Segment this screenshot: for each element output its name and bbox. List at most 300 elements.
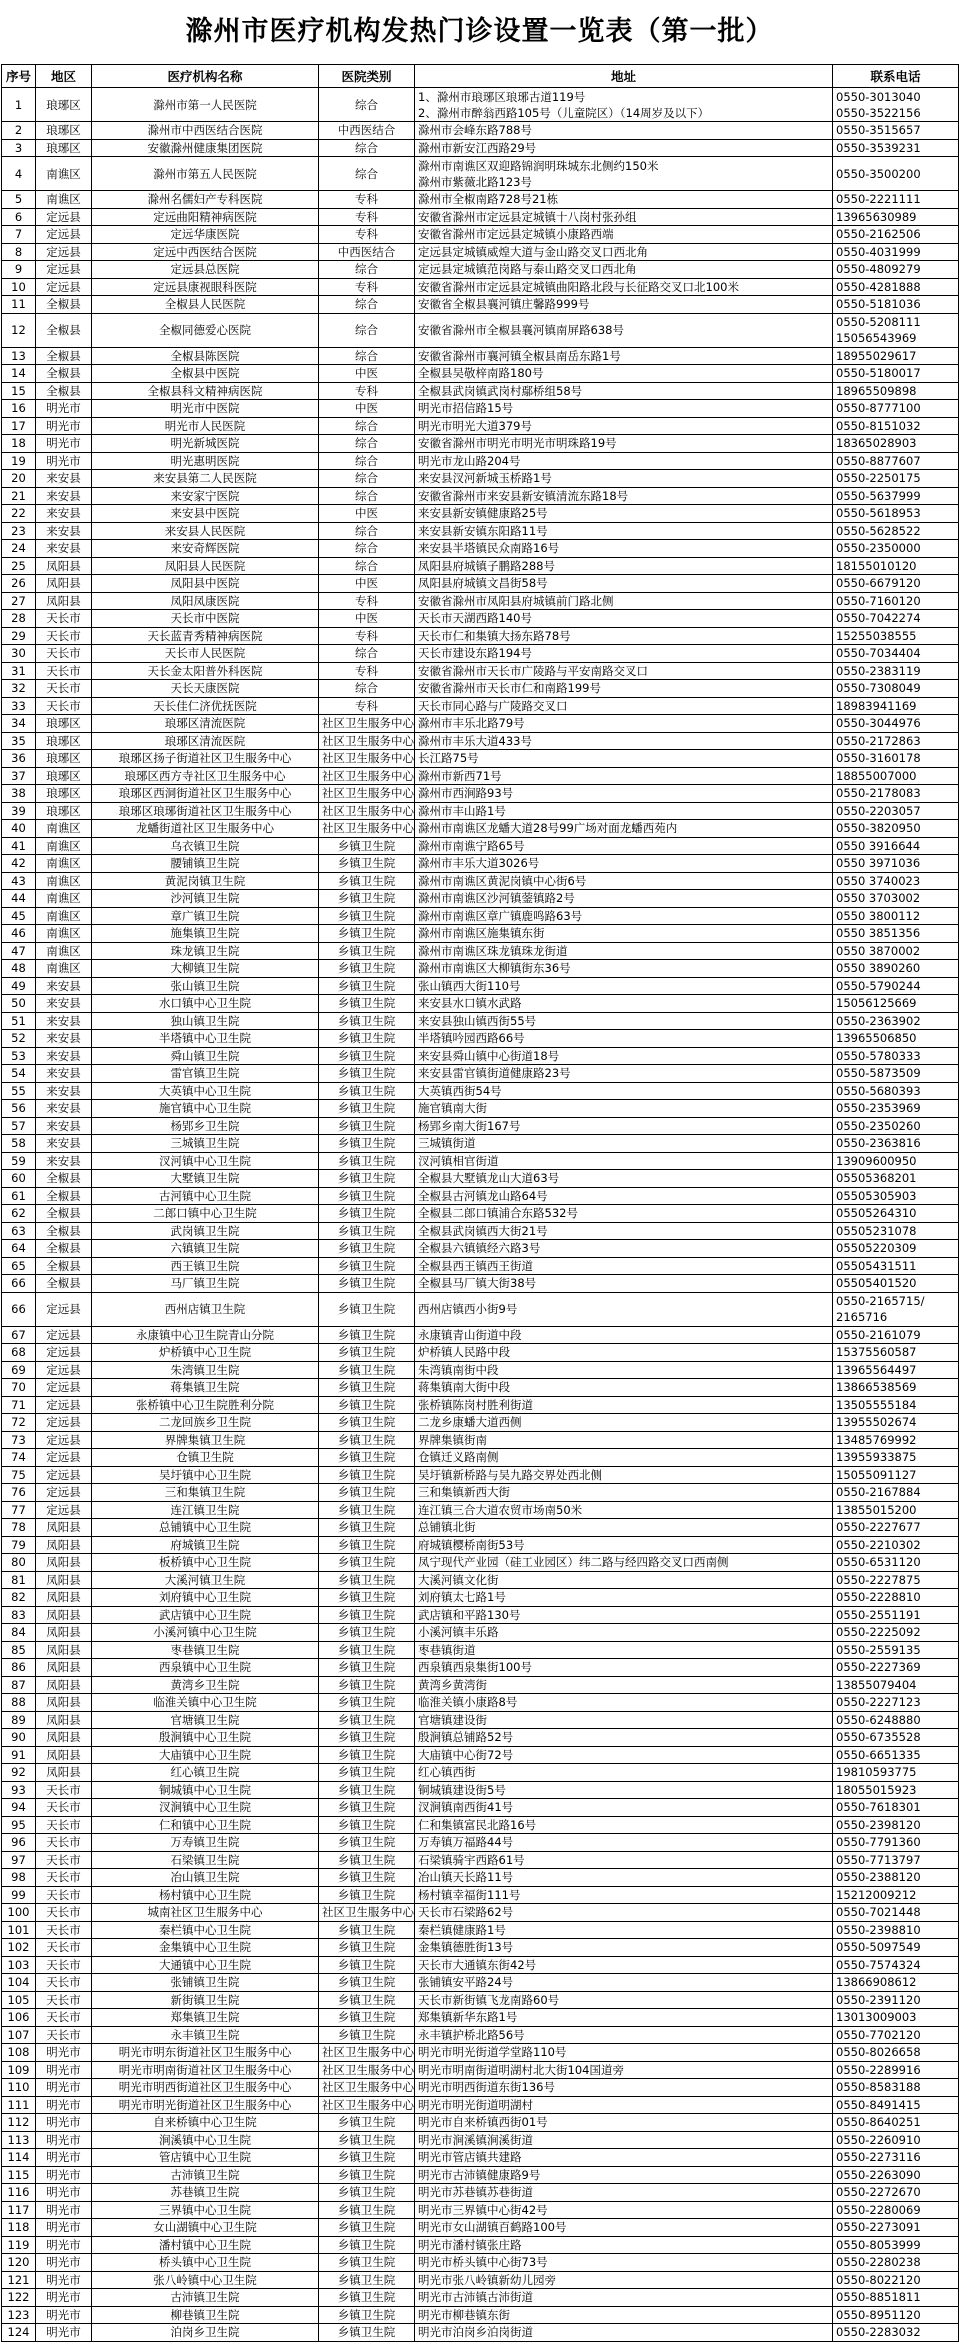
address-cell: 小溪河镇丰乐路 <box>415 1624 833 1642</box>
address-cell: 二龙乡康蟠大道西侧 <box>415 1414 833 1432</box>
table-row <box>2 1799 959 1817</box>
phone-cell: 0550-2203057 <box>833 802 959 820</box>
district-cell: 全椒县 <box>36 1205 92 1223</box>
address-cell: 万寿镇万福路44号 <box>415 1834 833 1852</box>
table-row <box>2 1554 959 1572</box>
phone-cell: 0550-7702120 <box>833 2026 959 2044</box>
institution-name-cell: 凤阳县中医院 <box>92 575 319 593</box>
district-cell: 全椒县 <box>36 296 92 314</box>
institution-name-cell: 大溪河镇卫生院 <box>92 1571 319 1589</box>
phone-cell: 0550-2289916 <box>833 2061 959 2079</box>
district-cell: 琅琊区 <box>36 767 92 785</box>
institution-name-cell: 天长蓝青秀精神病医院 <box>92 627 319 645</box>
row-number-cell: 40 <box>2 820 36 838</box>
address-cell: 来安县汊河新城玉桥路1号 <box>415 470 833 488</box>
district-cell: 凤阳县 <box>36 1729 92 1747</box>
hospital-category-cell: 乡镇卫生院 <box>319 1939 415 1957</box>
phone-cell: 0550-5790244 <box>833 977 959 995</box>
phone-cell: 0550-2353969 <box>833 1100 959 1118</box>
table-row <box>2 1606 959 1624</box>
table-row <box>2 2254 959 2272</box>
hospital-category-cell: 乡镇卫生院 <box>319 2271 415 2289</box>
hospital-category-cell: 乡镇卫生院 <box>319 1187 415 1205</box>
phone-cell: 18983941169 <box>833 697 959 715</box>
phone-cell: 0550-6248880 <box>833 1711 959 1729</box>
table-row <box>2 313 959 347</box>
hospital-category-cell: 乡镇卫生院 <box>319 1396 415 1414</box>
phone-cell: 0550-4031999 <box>833 243 959 261</box>
row-number-cell: 11 <box>2 296 36 314</box>
table-row <box>2 960 959 978</box>
row-number-cell: 8 <box>2 243 36 261</box>
address-cell: 天长市天湖西路140号 <box>415 610 833 628</box>
district-cell: 明光市 <box>36 2289 92 2307</box>
address-cell: 天长市石梁路62号 <box>415 1904 833 1922</box>
address-cell: 滁州市南谯区龙蟠大道28号99广场对面龙蟠西苑内 <box>415 820 833 838</box>
table-row <box>2 890 959 908</box>
hospital-category-cell: 乡镇卫生院 <box>319 1676 415 1694</box>
table-row <box>2 942 959 960</box>
address-cell: 永康镇青山街道中段 <box>415 1326 833 1344</box>
table-row <box>2 452 959 470</box>
institution-name-cell: 腰铺镇卫生院 <box>92 855 319 873</box>
row-number-cell: 33 <box>2 697 36 715</box>
header-cell: 地址 <box>415 65 833 88</box>
district-cell: 明光市 <box>36 2271 92 2289</box>
row-number-cell: 103 <box>2 1956 36 1974</box>
address-cell: 西州店镇西小街9号 <box>415 1292 833 1326</box>
hospital-category-cell: 乡镇卫生院 <box>319 907 415 925</box>
phone-cell: 0550 3870002 <box>833 942 959 960</box>
row-number-cell: 97 <box>2 1851 36 1869</box>
hospital-category-cell: 乡镇卫生院 <box>319 1100 415 1118</box>
hospital-category-cell: 乡镇卫生院 <box>319 1851 415 1869</box>
hospital-category-cell: 乡镇卫生院 <box>319 1694 415 1712</box>
row-number-cell: 10 <box>2 278 36 296</box>
table-row <box>2 907 959 925</box>
row-number-cell: 102 <box>2 1939 36 1957</box>
district-cell: 定远县 <box>36 1466 92 1484</box>
phone-cell: 0550 3916644 <box>833 837 959 855</box>
row-number-cell: 90 <box>2 1729 36 1747</box>
address-cell: 全椒县古河镇龙山路64号 <box>415 1187 833 1205</box>
header-cell: 医疗机构名称 <box>92 65 319 88</box>
hospital-category-cell: 乡镇卫生院 <box>319 2166 415 2184</box>
table-row <box>2 2271 959 2289</box>
row-number-cell: 73 <box>2 1431 36 1449</box>
district-cell: 南谯区 <box>36 960 92 978</box>
institution-name-cell: 马厂镇卫生院 <box>92 1275 319 1293</box>
address-cell: 明光市明光大道379号 <box>415 417 833 435</box>
header-cell: 地区 <box>36 65 92 88</box>
address-cell: 来安县独山镇西街55号 <box>415 1012 833 1030</box>
row-number-cell: 100 <box>2 1904 36 1922</box>
table-row <box>2 592 959 610</box>
phone-cell: 0550 3971036 <box>833 855 959 873</box>
hospital-category-cell: 综合 <box>319 452 415 470</box>
address-cell: 全椒县二郎口镇浦合东路532号 <box>415 1205 833 1223</box>
phone-cell: 18055015923 <box>833 1781 959 1799</box>
hospital-category-cell: 乡镇卫生院 <box>319 1921 415 1939</box>
institution-name-cell: 管店镇中心卫生院 <box>92 2149 319 2167</box>
institution-name-cell: 万寿镇卫生院 <box>92 1834 319 1852</box>
row-number-cell: 50 <box>2 995 36 1013</box>
institution-name-cell: 冶山镇卫生院 <box>92 1869 319 1887</box>
phone-cell: 0550-2165715/ 2165716 <box>833 1292 959 1326</box>
institution-name-cell: 苏巷镇卫生院 <box>92 2184 319 2202</box>
institution-name-cell: 琅琊区清流医院 <box>92 715 319 733</box>
address-cell: 滁州市西涧路93号 <box>415 785 833 803</box>
phone-cell: 0550-5680393 <box>833 1082 959 1100</box>
district-cell: 天长市 <box>36 1939 92 1957</box>
phone-cell: 0550-2273116 <box>833 2149 959 2167</box>
address-cell: 明光市明西街道东街136号 <box>415 2079 833 2097</box>
address-cell: 全椒县六镇镇经六路3号 <box>415 1240 833 1258</box>
row-number-cell: 17 <box>2 417 36 435</box>
table-row <box>2 1030 959 1048</box>
table-row <box>2 1501 959 1519</box>
district-cell: 琅琊区 <box>36 139 92 157</box>
table-row <box>2 1292 959 1326</box>
table-row <box>2 732 959 750</box>
row-number-cell: 87 <box>2 1676 36 1694</box>
district-cell: 南谯区 <box>36 837 92 855</box>
phone-cell: 0550-2162506 <box>833 226 959 244</box>
table-row <box>2 1152 959 1170</box>
district-cell: 天长市 <box>36 1799 92 1817</box>
hospital-category-cell: 乡镇卫生院 <box>319 960 415 978</box>
hospital-category-cell: 乡镇卫生院 <box>319 855 415 873</box>
address-cell: 安徽省滁州市天长市仁和南路199号 <box>415 680 833 698</box>
address-cell: 仓镇迁义路南侧 <box>415 1449 833 1467</box>
row-number-cell: 22 <box>2 505 36 523</box>
phone-cell: 15055091127 <box>833 1466 959 1484</box>
table-row <box>2 697 959 715</box>
institution-name-cell: 定远县总医院 <box>92 261 319 279</box>
phone-cell: 0550-8491415 <box>833 2096 959 2114</box>
table-row <box>2 995 959 1013</box>
institution-name-cell: 定远中西医结合医院 <box>92 243 319 261</box>
institution-name-cell: 来安县中医院 <box>92 505 319 523</box>
row-number-cell: 15 <box>2 382 36 400</box>
institution-name-cell: 杨村镇中心卫生院 <box>92 1886 319 1904</box>
table-row <box>2 88 959 122</box>
hospital-category-cell: 乡镇卫生院 <box>319 1974 415 1992</box>
phone-cell: 0550-2272670 <box>833 2184 959 2202</box>
table-row <box>2 1536 959 1554</box>
table-row <box>2 365 959 383</box>
phone-cell: 13855079404 <box>833 1676 959 1694</box>
table-row <box>2 1746 959 1764</box>
address-cell: 大庙镇中心街72号 <box>415 1746 833 1764</box>
table-row <box>2 487 959 505</box>
institution-name-cell: 张铺镇卫生院 <box>92 1974 319 1992</box>
address-cell: 天长市大通镇东街42号 <box>415 1956 833 1974</box>
institution-name-cell: 临淮关镇中心卫生院 <box>92 1694 319 1712</box>
phone-cell: 13955933875 <box>833 1449 959 1467</box>
district-cell: 凤阳县 <box>36 592 92 610</box>
row-number-cell: 124 <box>2 2324 36 2342</box>
table-row <box>2 2306 959 2324</box>
phone-cell: 0550-6531120 <box>833 1554 959 1572</box>
hospital-category-cell: 综合 <box>319 557 415 575</box>
institution-name-cell: 女山湖镇中心卫生院 <box>92 2219 319 2237</box>
hospital-category-cell: 乡镇卫生院 <box>319 2219 415 2237</box>
address-cell: 滁州市丰山路1号 <box>415 802 833 820</box>
table-row <box>2 226 959 244</box>
row-number-cell: 114 <box>2 2149 36 2167</box>
hospital-category-cell: 专科 <box>319 382 415 400</box>
phone-cell: 0550-5180017 <box>833 365 959 383</box>
row-number-cell: 80 <box>2 1554 36 1572</box>
table-row <box>2 680 959 698</box>
table-row <box>2 2149 959 2167</box>
institution-name-cell: 桥头镇中心卫生院 <box>92 2254 319 2272</box>
address-cell: 刘府镇太七路1号 <box>415 1589 833 1607</box>
table-row <box>2 1117 959 1135</box>
address-cell: 殷涧镇总铺路52号 <box>415 1729 833 1747</box>
row-number-cell: 107 <box>2 2026 36 2044</box>
institution-name-cell: 水口镇中心卫生院 <box>92 995 319 1013</box>
address-cell: 府城镇樱桥南街53号 <box>415 1536 833 1554</box>
phone-cell: 13866538569 <box>833 1379 959 1397</box>
district-cell: 南谯区 <box>36 820 92 838</box>
phone-cell: 0550-5873509 <box>833 1065 959 1083</box>
address-cell: 滁州市丰乐大道433号 <box>415 732 833 750</box>
institution-name-cell: 滁州市第五人民医院 <box>92 157 319 191</box>
hospital-category-cell: 乡镇卫生院 <box>319 1816 415 1834</box>
institution-name-cell: 仓镇卫生院 <box>92 1449 319 1467</box>
address-cell: 永丰镇护桥北路56号 <box>415 2026 833 2044</box>
row-number-cell: 62 <box>2 1205 36 1223</box>
institution-name-cell: 西泉镇中心卫生院 <box>92 1659 319 1677</box>
phone-cell: 0550-5181036 <box>833 296 959 314</box>
phone-cell: 0550-8877607 <box>833 452 959 470</box>
district-cell: 定远县 <box>36 278 92 296</box>
institution-name-cell: 定远华康医院 <box>92 226 319 244</box>
table-row <box>2 382 959 400</box>
row-number-cell: 111 <box>2 2096 36 2114</box>
address-cell: 临淮关镇小康路8号 <box>415 1694 833 1712</box>
address-cell: 总铺镇北街 <box>415 1519 833 1537</box>
table-row <box>2 2009 959 2027</box>
table-row <box>2 1641 959 1659</box>
address-cell: 汊河镇相官街道 <box>415 1152 833 1170</box>
row-number-cell: 7 <box>2 226 36 244</box>
institution-name-cell: 天长天康医院 <box>92 680 319 698</box>
address-cell: 明光市自来桥镇西街01号 <box>415 2114 833 2132</box>
address-cell: 1、滁州市琅琊区琅琊古道119号 2、滁州市醉翁西路105号（儿童院区）（14周岁及以下） <box>415 88 833 122</box>
district-cell: 琅琊区 <box>36 750 92 768</box>
table-row <box>2 2096 959 2114</box>
institution-name-cell: 吴圩镇中心卫生院 <box>92 1466 319 1484</box>
district-cell: 明光市 <box>36 2079 92 2097</box>
hospital-category-cell: 综合 <box>319 261 415 279</box>
phone-cell: 0550-8053999 <box>833 2236 959 2254</box>
row-number-cell: 2 <box>2 122 36 140</box>
table-row <box>2 208 959 226</box>
institution-name-cell: 铜城镇中心卫生院 <box>92 1781 319 1799</box>
hospital-category-cell: 社区卫生服务中心 <box>319 2079 415 2097</box>
district-cell: 天长市 <box>36 1974 92 1992</box>
row-number-cell: 82 <box>2 1589 36 1607</box>
institution-name-cell: 红心镇卫生院 <box>92 1764 319 1782</box>
hospital-category-cell: 综合 <box>319 347 415 365</box>
row-number-cell: 65 <box>2 1257 36 1275</box>
phone-cell: 0550-8022120 <box>833 2271 959 2289</box>
district-cell: 天长市 <box>36 1816 92 1834</box>
phone-cell: 13505555184 <box>833 1396 959 1414</box>
row-number-cell: 61 <box>2 1187 36 1205</box>
row-number-cell: 43 <box>2 872 36 890</box>
institution-name-cell: 板桥镇中心卫生院 <box>92 1554 319 1572</box>
district-cell: 天长市 <box>36 1991 92 2009</box>
hospital-category-cell: 乡镇卫生院 <box>319 1082 415 1100</box>
hospital-category-cell: 乡镇卫生院 <box>319 925 415 943</box>
district-cell: 天长市 <box>36 645 92 663</box>
table-row <box>2 1729 959 1747</box>
district-cell: 凤阳县 <box>36 1659 92 1677</box>
table-row <box>2 2324 959 2342</box>
phone-cell: 18955029617 <box>833 347 959 365</box>
table-row <box>2 1956 959 1974</box>
phone-cell: 13866908612 <box>833 1974 959 1992</box>
hospital-category-cell: 乡镇卫生院 <box>319 2254 415 2272</box>
hospital-category-cell: 乡镇卫生院 <box>319 1624 415 1642</box>
district-cell: 全椒县 <box>36 1257 92 1275</box>
institution-name-cell: 章广镇卫生院 <box>92 907 319 925</box>
row-number-cell: 121 <box>2 2271 36 2289</box>
hospital-category-cell: 乡镇卫生院 <box>319 1326 415 1344</box>
address-cell: 全椒县武岗镇西大街21号 <box>415 1222 833 1240</box>
district-cell: 天长市 <box>36 697 92 715</box>
hospital-category-cell: 乡镇卫生院 <box>319 890 415 908</box>
hospital-category-cell: 乡镇卫生院 <box>319 1240 415 1258</box>
phone-cell: 0550 3740023 <box>833 872 959 890</box>
institution-name-cell: 明光新城医院 <box>92 435 319 453</box>
hospital-category-cell: 专科 <box>319 627 415 645</box>
address-cell: 明光市柳巷镇东街 <box>415 2306 833 2324</box>
institution-name-cell: 连江镇卫生院 <box>92 1501 319 1519</box>
row-number-cell: 3 <box>2 139 36 157</box>
row-number-cell: 74 <box>2 1449 36 1467</box>
phone-cell: 18965509898 <box>833 382 959 400</box>
row-number-cell: 86 <box>2 1659 36 1677</box>
institution-name-cell: 炉桥镇中心卫生院 <box>92 1344 319 1362</box>
address-cell: 明光市涧溪镇涧溪街道 <box>415 2131 833 2149</box>
district-cell: 定远县 <box>36 1292 92 1326</box>
district-cell: 来安县 <box>36 1012 92 1030</box>
phone-cell: 0550-2228810 <box>833 1589 959 1607</box>
district-cell: 来安县 <box>36 1082 92 1100</box>
institution-name-cell: 大通镇中心卫生院 <box>92 1956 319 1974</box>
table-row <box>2 1344 959 1362</box>
table-row <box>2 243 959 261</box>
row-number-cell: 20 <box>2 470 36 488</box>
institution-name-cell: 天长市中医院 <box>92 610 319 628</box>
table-row <box>2 1205 959 1223</box>
table-row <box>2 1484 959 1502</box>
hospital-category-cell: 综合 <box>319 645 415 663</box>
hospital-category-cell: 专科 <box>319 191 415 209</box>
phone-cell: 0550-3820950 <box>833 820 959 838</box>
institution-name-cell: 凤阳凤康医院 <box>92 592 319 610</box>
row-number-cell: 34 <box>2 715 36 733</box>
district-cell: 明光市 <box>36 2096 92 2114</box>
row-number-cell: 117 <box>2 2201 36 2219</box>
phone-cell: 13955502674 <box>833 1414 959 1432</box>
institution-name-cell: 来安县人民医院 <box>92 522 319 540</box>
phone-cell: 0550-3044976 <box>833 715 959 733</box>
table-row <box>2 872 959 890</box>
district-cell: 南谯区 <box>36 872 92 890</box>
address-cell: 滁州市南谯区沙河镇蓥镇路2号 <box>415 890 833 908</box>
district-cell: 定远县 <box>36 261 92 279</box>
address-cell: 明光市潘村镇张庄路 <box>415 2236 833 2254</box>
institution-name-cell: 龙蟠街道社区卫生服务中心 <box>92 820 319 838</box>
table-row <box>2 1257 959 1275</box>
table-row <box>2 157 959 191</box>
address-cell: 石梁镇骑宇西路61号 <box>415 1851 833 1869</box>
row-number-cell: 95 <box>2 1816 36 1834</box>
hospital-category-cell: 乡镇卫生院 <box>319 2236 415 2254</box>
phone-cell: 0550-2280238 <box>833 2254 959 2272</box>
address-cell: 杨村镇幸福街111号 <box>415 1886 833 1904</box>
row-number-cell: 104 <box>2 1974 36 1992</box>
table-row <box>2 2026 959 2044</box>
hospital-category-cell: 乡镇卫生院 <box>319 1170 415 1188</box>
hospital-category-cell: 乡镇卫生院 <box>319 1117 415 1135</box>
hospital-category-cell: 乡镇卫生院 <box>319 1711 415 1729</box>
table-body <box>2 88 959 2342</box>
row-number-cell: 16 <box>2 400 36 418</box>
district-cell: 明光市 <box>36 435 92 453</box>
address-cell: 明光市张八岭镇新幼儿园旁 <box>415 2271 833 2289</box>
district-cell: 明光市 <box>36 417 92 435</box>
address-cell: 西泉镇西泉集街100号 <box>415 1659 833 1677</box>
address-cell: 界牌集镇街南 <box>415 1431 833 1449</box>
institution-name-cell: 全椒县中医院 <box>92 365 319 383</box>
district-cell: 凤阳县 <box>36 1694 92 1712</box>
phone-cell: 0550-8951120 <box>833 2306 959 2324</box>
phone-cell: 0550 3890260 <box>833 960 959 978</box>
hospital-category-cell: 乡镇卫生院 <box>319 1466 415 1484</box>
district-cell: 天长市 <box>36 1956 92 1974</box>
phone-cell: 0550-8640251 <box>833 2114 959 2132</box>
hospital-category-cell: 综合 <box>319 435 415 453</box>
institution-name-cell: 古沛镇卫生院 <box>92 2166 319 2184</box>
row-number-cell: 123 <box>2 2306 36 2324</box>
row-number-cell: 44 <box>2 890 36 908</box>
hospital-category-cell: 乡镇卫生院 <box>319 1554 415 1572</box>
institution-name-cell: 古河镇中心卫生院 <box>92 1187 319 1205</box>
institution-name-cell: 全椒县陈医院 <box>92 347 319 365</box>
row-number-cell: 24 <box>2 540 36 558</box>
row-number-cell: 108 <box>2 2044 36 2062</box>
institution-name-cell: 琅琊区西方寺社区卫生服务中心 <box>92 767 319 785</box>
table-row <box>2 1222 959 1240</box>
district-cell: 南谯区 <box>36 890 92 908</box>
row-number-cell: 85 <box>2 1641 36 1659</box>
phone-cell: 0550-7618301 <box>833 1799 959 1817</box>
phone-cell: 0550-4809279 <box>833 261 959 279</box>
hospital-category-cell: 社区卫生服务中心 <box>319 767 415 785</box>
phone-cell: 0550-3539231 <box>833 139 959 157</box>
hospital-category-cell: 乡镇卫生院 <box>319 2289 415 2307</box>
phone-cell: 0550-2227369 <box>833 1659 959 1677</box>
row-number-cell: 52 <box>2 1030 36 1048</box>
hospital-category-cell: 乡镇卫生院 <box>319 1501 415 1519</box>
